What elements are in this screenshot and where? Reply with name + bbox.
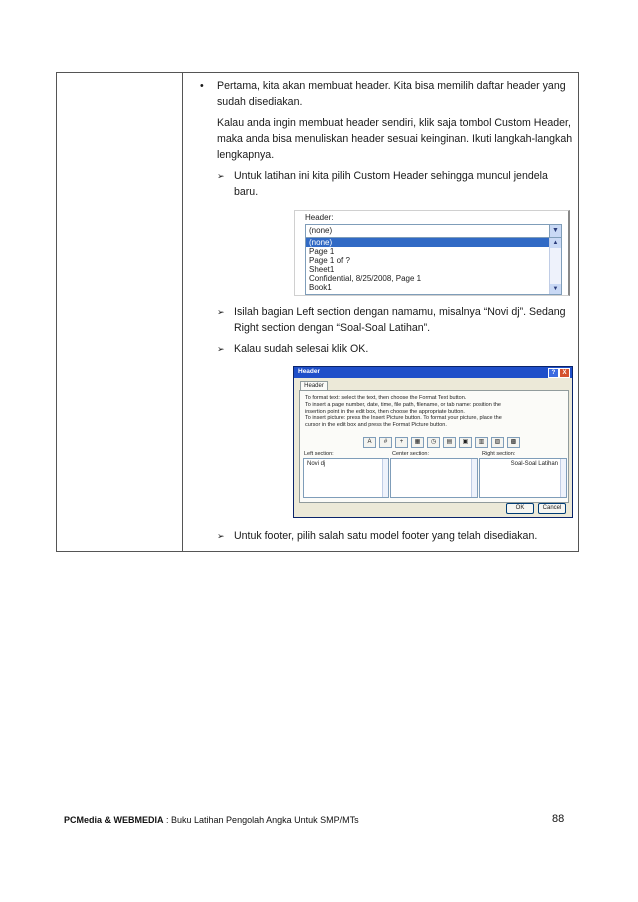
text-line: lengkapnya. xyxy=(217,149,275,161)
table-column-divider xyxy=(182,72,183,552)
header-dialog-screenshot xyxy=(293,366,573,518)
bullet-item xyxy=(200,78,575,110)
dialog-titlebar xyxy=(294,367,572,378)
scroll-down-icon[interactable]: ▼ xyxy=(550,284,561,294)
list-item[interactable]: Page 1 of ? xyxy=(309,256,350,265)
center-section-label: Center section: xyxy=(392,451,429,457)
insert-picture-icon[interactable]: ▨ xyxy=(491,437,504,448)
bullet-icon: • xyxy=(200,80,204,92)
list-item[interactable]: Page 1 xyxy=(309,247,335,256)
instruction-content xyxy=(200,78,575,205)
instructions xyxy=(305,395,565,429)
scroll-up-icon[interactable]: ▲ xyxy=(550,238,561,248)
scrollbar[interactable] xyxy=(382,459,388,497)
sub-item xyxy=(200,341,575,357)
left-section-value: Novi dj xyxy=(307,461,326,467)
file-path-icon[interactable]: ▤ xyxy=(443,437,456,448)
scrollbar[interactable] xyxy=(560,459,566,497)
text-line: sudah disediakan. xyxy=(217,96,303,108)
text-line: maka anda bisa menuliskan header sesuai keinginan. Ikuti langkah-langkah xyxy=(217,133,573,145)
header-options-list[interactable] xyxy=(305,237,562,295)
instruction-content-3 xyxy=(200,528,575,549)
file-name-icon[interactable]: ▣ xyxy=(459,437,472,448)
dialog-title: Header xyxy=(298,368,321,375)
instruction-line: To insert picture: press the Insert Picture button. To format your picture, place the xyxy=(305,415,502,422)
instruction-line: To insert a page number, date, time, file path, filename, or tab name: position the xyxy=(305,401,501,408)
list-scrollbar[interactable] xyxy=(549,238,561,294)
arrow-bullet-icon: ➢ xyxy=(217,531,225,541)
instruction-content-2 xyxy=(200,304,575,362)
page-footer xyxy=(64,815,359,825)
text-line: Kalau sudah selesai klik OK. xyxy=(234,343,369,355)
date-icon[interactable]: ▦ xyxy=(411,437,424,448)
format-text-icon[interactable]: A xyxy=(363,437,376,448)
time-icon[interactable]: ◷ xyxy=(427,437,440,448)
text-line: Untuk footer, pilih salah satu model footer yang telah disediakan. xyxy=(234,530,538,542)
left-section-input[interactable] xyxy=(303,458,389,498)
dialog-panel xyxy=(299,390,569,503)
left-section-label: Left section: xyxy=(304,451,334,457)
text-line: Right section dengan “Soal-Soal Latihan”. xyxy=(234,322,431,334)
footer-brand: PCMedia & WEBMEDIA xyxy=(64,815,164,825)
sub-item xyxy=(200,304,575,336)
arrow-bullet-icon: ➢ xyxy=(217,344,225,354)
text-line: Untuk latihan ini kita pilih Custom Header sehingga muncul jendela xyxy=(234,170,548,182)
right-section-input[interactable] xyxy=(479,458,567,498)
right-section-label: Right section: xyxy=(482,451,516,457)
instruction-line: cursor in the edit box and press the Format Picture button. xyxy=(305,422,447,429)
instruction-line: To format text: select the text, then choose the Format Text button. xyxy=(305,395,467,401)
footer-text: : Buku Latihan Pengolah Angka Untuk SMP/MTs xyxy=(163,815,359,825)
format-picture-icon[interactable]: ▩ xyxy=(507,437,520,448)
text-line: Pertama, kita akan membuat header. Kita bisa memilih daftar header yang xyxy=(217,80,566,92)
header-label: Header: xyxy=(305,213,334,222)
arrow-bullet-icon: ➢ xyxy=(217,171,225,181)
page-count-icon[interactable]: + xyxy=(395,437,408,448)
sub-item xyxy=(200,168,575,200)
combo-value: (none) xyxy=(309,226,333,235)
text-line: Isilah bagian Left section dengan namamu, misalnya “Novi dj”. Sedang xyxy=(234,306,566,318)
text-line: baru. xyxy=(234,186,259,198)
scrollbar[interactable] xyxy=(471,459,477,497)
page-number-icon[interactable]: # xyxy=(379,437,392,448)
sub-item xyxy=(200,528,575,544)
header-combo[interactable] xyxy=(305,224,562,238)
cancel-button[interactable]: Cancel xyxy=(538,503,566,514)
list-item[interactable]: Sheet1 xyxy=(309,265,335,274)
help-icon[interactable]: ? xyxy=(548,368,559,378)
dropdown-arrow-icon[interactable]: ▼ xyxy=(549,225,561,237)
header-dropdown-screenshot xyxy=(294,210,570,296)
tab-header[interactable]: Header xyxy=(300,381,328,391)
ok-button[interactable]: OK xyxy=(506,503,534,514)
center-section-input[interactable] xyxy=(390,458,478,498)
sheet-name-icon[interactable]: ▥ xyxy=(475,437,488,448)
list-item[interactable]: (none) xyxy=(306,238,561,247)
page-number: 88 xyxy=(552,813,565,825)
list-item[interactable]: Book1 xyxy=(309,283,332,292)
text-line: Kalau anda ingin membuat header sendiri, klik saja tombol Custom Header, xyxy=(217,117,571,129)
right-section-value: Soal-Soal Latihan xyxy=(510,461,558,467)
paragraph xyxy=(200,115,575,163)
close-icon[interactable]: X xyxy=(559,368,570,378)
arrow-bullet-icon: ➢ xyxy=(217,307,225,317)
list-item[interactable]: Confidential, 8/25/2008, Page 1 xyxy=(309,274,422,283)
instruction-line: insertion point in the edit box, then choose the appropriate button. xyxy=(305,408,465,415)
